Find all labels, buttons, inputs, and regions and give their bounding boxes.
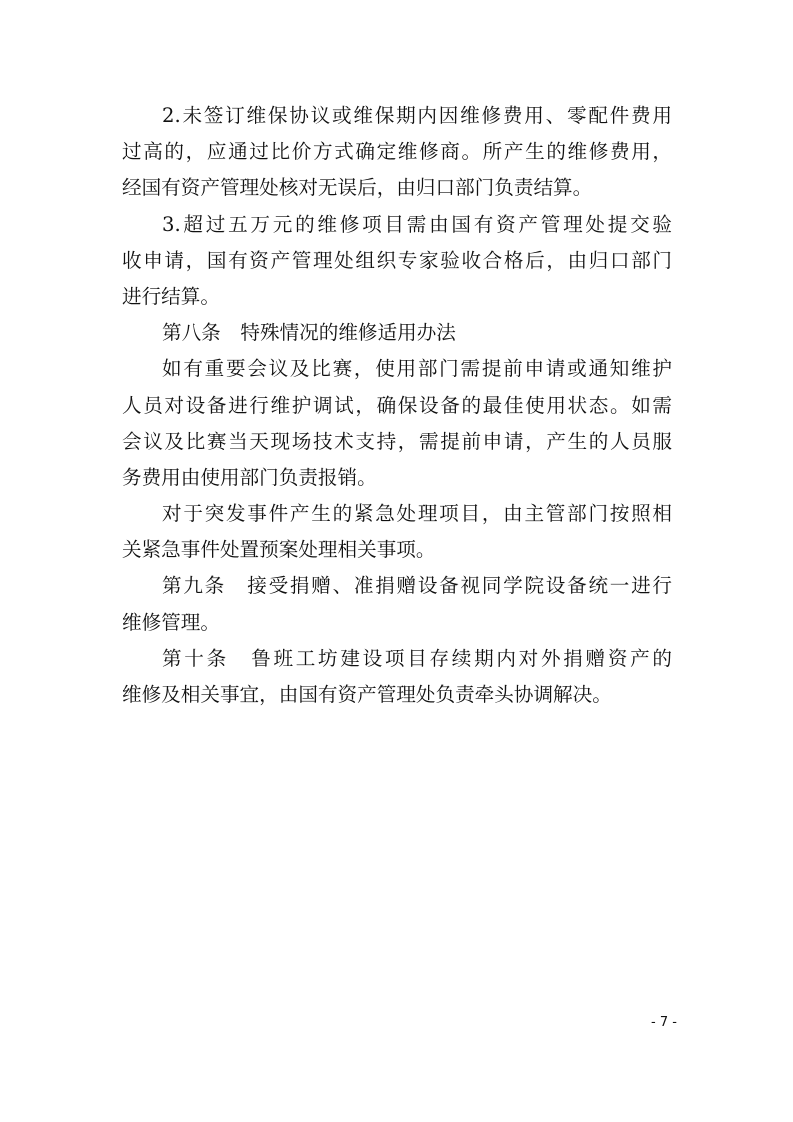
paragraph-line: 2.未签订维保协议或维保期内因维修费用、零配件费用	[162, 104, 672, 127]
paragraph-line: 维修及相关事宜，由国有资产管理处负责牵头协调解决。	[122, 683, 612, 706]
document-body	[122, 98, 672, 713]
article-heading: 第八条 特殊情况的维修适用办法	[162, 321, 456, 345]
paragraph-line: 维修管理。	[122, 610, 220, 634]
page-number: - 7 -	[651, 1015, 677, 1030]
paragraph-line: 会议及比赛当天现场技术支持，需提前申请，产生的人员服	[122, 429, 672, 453]
paragraph-line: 进行结算。	[122, 284, 220, 308]
paragraph-line: 如有重要会议及比赛，使用部门需提前申请或通知维护	[162, 357, 672, 381]
paragraph-line: 对于突发事件产生的紧急处理项目，由主管部门按照相	[162, 502, 672, 526]
paragraph-line: 人员对设备进行维护调试，确保设备的最佳使用状态。如需	[122, 393, 672, 417]
paragraph-line: 3.超过五万元的维修项目需由国有资产管理处提交验	[162, 212, 672, 236]
paragraph-line: 收申请，国有资产管理处组织专家验收合格后，由归口部门	[122, 248, 672, 272]
article-line: 第十条 鲁班工坊建设项目存续期内对外捐赠资产的	[162, 646, 672, 670]
article-line: 第九条 接受捐赠、准捐赠设备视同学院设备统一进行	[162, 574, 672, 598]
paragraph-line: 务费用由使用部门负责报销。	[122, 465, 377, 489]
paragraph-line: 经国有资产管理处核对无误后，由归口部门负责结算。	[122, 176, 593, 200]
paragraph-line: 过高的，应通过比价方式确定维修商。所产生的维修费用，	[122, 140, 672, 164]
paragraph-line: 关紧急事件处置预案处理相关事项。	[122, 538, 436, 562]
